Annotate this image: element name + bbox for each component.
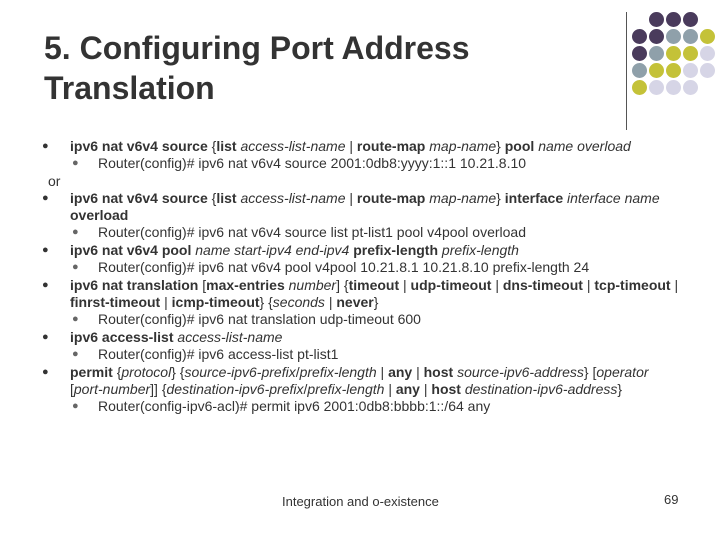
command-example — [40, 155, 680, 172]
syntax-token: | — [403, 277, 411, 293]
syntax-token: tcp-timeout — [594, 277, 675, 293]
syntax-token: / — [295, 364, 300, 380]
syntax-token: | — [345, 190, 357, 206]
sub-bullet-icon: ● — [72, 348, 79, 360]
syntax-token: name — [538, 138, 578, 154]
syntax-token: prefix-length — [307, 381, 389, 397]
syntax-token: operator — [596, 364, 649, 380]
command-syntax — [40, 242, 680, 259]
syntax-token: overload — [577, 138, 631, 154]
syntax-token: icmp-timeout — [171, 294, 260, 310]
syntax-token: any — [395, 381, 424, 397]
command-example — [40, 259, 680, 276]
syntax-token: | — [495, 277, 503, 293]
syntax-token: source-ipv6-prefix — [184, 364, 296, 380]
command-list — [40, 138, 680, 416]
syntax-token: / — [303, 381, 308, 397]
syntax-token: seconds — [272, 294, 329, 310]
decorative-dot — [700, 63, 715, 78]
syntax-token: name start-ipv4 end-ipv4 — [195, 242, 354, 258]
syntax-token: | — [423, 381, 432, 397]
decorative-dot — [683, 46, 698, 61]
footer-text: Integration and o-existence — [282, 494, 439, 509]
example-text: Router(config)# ipv6 nat v6v4 source list pt-list1 pool v4pool overload — [98, 224, 527, 240]
syntax-token: source-ipv6-address — [457, 364, 584, 380]
example-text: Router(config-ipv6-acl)# permit ipv6 2001:0db8:bbbb:1::/64 any — [98, 398, 491, 414]
decorative-dot — [649, 80, 664, 95]
sub-bullet-icon: ● — [72, 261, 79, 273]
decorative-dot — [683, 12, 698, 27]
syntax-token: | — [328, 294, 337, 310]
syntax-token: } — [496, 190, 505, 206]
syntax-token: access-list-name — [240, 190, 346, 206]
syntax-token: overload — [70, 207, 129, 223]
sub-bullet-icon: ● — [72, 400, 79, 412]
command-example — [40, 398, 680, 415]
syntax-token: interface name — [567, 190, 660, 206]
syntax-token: } { — [171, 364, 185, 380]
syntax-token: ipv6 nat translation — [70, 277, 203, 293]
syntax-token: list — [216, 190, 241, 206]
bullet-icon: ● — [42, 279, 49, 291]
page-number: 69 — [664, 492, 679, 507]
syntax-token: host — [423, 364, 458, 380]
syntax-token: } — [373, 294, 379, 310]
slide-title: 5. Configuring Port Address Translation — [44, 30, 470, 106]
syntax-token: | — [388, 381, 396, 397]
bullet-icon: ● — [42, 366, 49, 378]
example-text: Router(config)# ipv6 nat translation udp-timeout 600 — [98, 311, 421, 327]
decorative-dot — [632, 80, 647, 95]
syntax-token: list — [216, 138, 241, 154]
or-separator: or — [48, 173, 61, 189]
command-syntax — [40, 277, 680, 311]
syntax-token: permit — [70, 364, 117, 380]
decorative-dot — [649, 46, 664, 61]
command-syntax — [40, 190, 680, 224]
syntax-token: ipv6 nat v6v4 source — [70, 190, 212, 206]
syntax-token: ipv6 access-list — [70, 329, 178, 345]
command-example — [40, 346, 680, 363]
syntax-token: destination-ipv6-address — [464, 381, 618, 397]
syntax-token: } — [496, 138, 505, 154]
syntax-token: route-map — [356, 138, 430, 154]
decorative-dot — [683, 29, 698, 44]
syntax-token: | — [380, 364, 389, 380]
command-example — [40, 311, 680, 328]
syntax-token: [ — [70, 381, 74, 397]
sub-bullet-icon: ● — [72, 226, 79, 238]
decorative-dot — [666, 12, 681, 27]
decorative-dot — [700, 46, 715, 61]
decorative-dot — [632, 63, 647, 78]
bullet-icon: ● — [42, 192, 49, 204]
syntax-token: { — [211, 138, 217, 154]
syntax-token: route-map — [356, 190, 430, 206]
bullet-icon: ● — [42, 331, 49, 343]
syntax-token: | — [345, 138, 357, 154]
example-text: Router(config)# ipv6 access-list pt-list1 — [98, 346, 339, 362]
syntax-token: } [ — [583, 364, 597, 380]
syntax-token: host — [431, 381, 465, 397]
divider-line — [626, 12, 627, 130]
syntax-token: access-list-name — [240, 138, 346, 154]
decorative-dot — [683, 63, 698, 78]
command-syntax — [40, 329, 680, 346]
syntax-token: timeout — [348, 277, 404, 293]
sub-bullet-icon: ● — [72, 313, 79, 325]
decorative-dot — [666, 80, 681, 95]
syntax-token: prefix-length — [353, 242, 442, 258]
syntax-token: map-name — [429, 138, 497, 154]
syntax-token: port-number — [73, 381, 151, 397]
syntax-token: any — [388, 364, 417, 380]
syntax-token: | — [416, 364, 424, 380]
decorative-dot — [666, 63, 681, 78]
syntax-token: finrst-timeout — [70, 294, 165, 310]
syntax-token: ] { — [336, 277, 349, 293]
bullet-icon: ● — [42, 244, 49, 256]
syntax-token: dns-timeout — [502, 277, 587, 293]
command-syntax — [40, 364, 680, 398]
syntax-token: never — [336, 294, 374, 310]
syntax-token: | — [164, 294, 172, 310]
decorative-dot — [666, 46, 681, 61]
syntax-token: { — [116, 364, 122, 380]
syntax-token: } { — [259, 294, 273, 310]
decorative-dot — [649, 63, 664, 78]
syntax-token: | — [674, 277, 679, 293]
decorative-dot — [700, 29, 715, 44]
decorative-dot — [649, 12, 664, 27]
syntax-token: udp-timeout — [410, 277, 496, 293]
sub-bullet-icon: ● — [72, 157, 79, 169]
syntax-token: ipv6 nat v6v4 pool — [70, 242, 196, 258]
syntax-token: number — [288, 277, 337, 293]
syntax-token: } — [617, 381, 623, 397]
decorative-dot — [683, 80, 698, 95]
example-text: Router(config)# ipv6 nat v6v4 source 2001:0db8:yyyy:1::1 10.21.8.10 — [98, 155, 527, 171]
syntax-token: ipv6 nat v6v4 source — [70, 138, 212, 154]
decorative-dot — [666, 29, 681, 44]
syntax-token: [ — [202, 277, 207, 293]
command-syntax — [40, 138, 680, 155]
example-text: Router(config)# ipv6 nat v6v4 pool v4pool 10.21.8.1 10.21.8.10 prefix-length 24 — [98, 259, 590, 275]
command-example — [40, 224, 680, 241]
syntax-token: access-list-name — [177, 329, 283, 345]
syntax-token: interface — [504, 190, 567, 206]
bullet-icon: ● — [42, 140, 49, 152]
syntax-token: ]] { — [150, 381, 167, 397]
syntax-token: | — [586, 277, 595, 293]
syntax-token: pool — [504, 138, 539, 154]
syntax-token: map-name — [429, 190, 497, 206]
syntax-token: prefix-length — [441, 242, 519, 258]
syntax-token: protocol — [121, 364, 172, 380]
syntax-token: max-entries — [206, 277, 289, 293]
syntax-token: { — [211, 190, 217, 206]
decorative-dot — [632, 29, 647, 44]
syntax-token: prefix-length — [299, 364, 381, 380]
decorative-dot — [649, 29, 664, 44]
syntax-token: destination-ipv6-prefix — [166, 381, 304, 397]
decorative-dot — [632, 46, 647, 61]
